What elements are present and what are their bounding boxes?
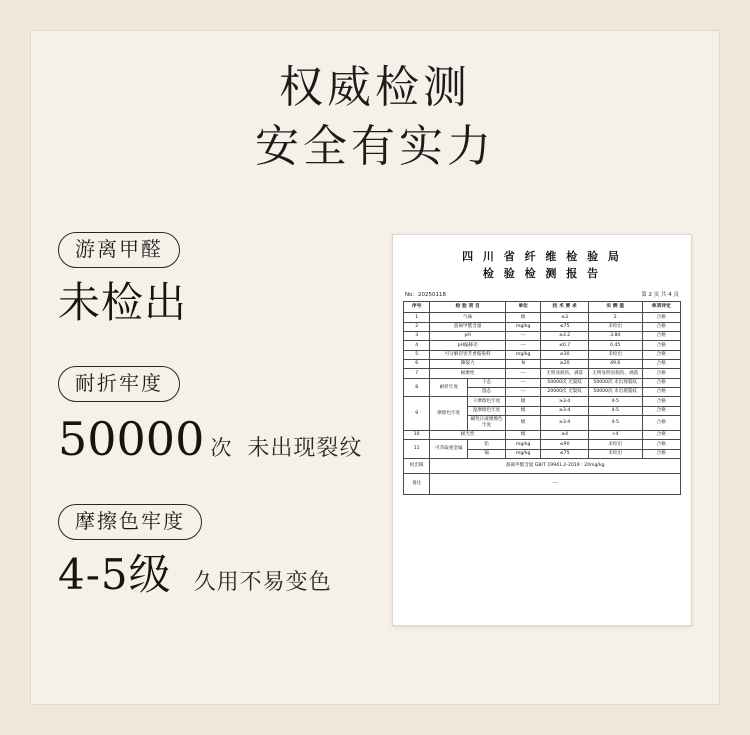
table-row <box>404 369 681 378</box>
report-table <box>403 301 681 495</box>
cell-unit: 级 <box>505 415 540 430</box>
cell-result: 50000次 未出现裂纹 <box>588 387 642 396</box>
cell-item-group: 摩擦色牢度 <box>430 397 468 431</box>
cell-unit: mg/kg <box>505 350 540 359</box>
cell-verdict: 合格 <box>642 397 681 406</box>
cell-item: 铅 <box>468 440 506 449</box>
feature-value: 未检出 <box>58 278 188 327</box>
cell-verdict: 合格 <box>642 440 681 449</box>
column-header-no: 序号 <box>404 302 430 313</box>
table-row <box>404 431 681 440</box>
cell-unit: 级 <box>505 431 540 440</box>
cell-item: 干摩擦色牢度 <box>468 397 506 406</box>
table-body <box>404 313 681 495</box>
cell-verdict: 合格 <box>642 415 681 430</box>
feature-note: 未出现裂纹 <box>247 436 363 461</box>
cell-verdict: 合格 <box>642 322 681 331</box>
feature-value: 50000 <box>58 412 205 466</box>
feature-note: 久用不易变色 <box>193 570 332 595</box>
cell-no: 6 <box>404 360 430 369</box>
feature-list <box>58 232 388 638</box>
cell-remark-label: 备注 <box>404 473 430 495</box>
cell-item-group: 耐折牢度 <box>430 378 468 397</box>
column-header-result: 实 测 值 <box>588 302 642 313</box>
report-title-line-1: 四 川 省 纤 维 检 验 局 <box>462 250 622 263</box>
cell-verdict: 合格 <box>642 387 681 396</box>
cell-unit: --- <box>505 378 540 387</box>
feature-value: 4-5级 <box>58 550 172 599</box>
cell-unit: 级 <box>505 406 540 415</box>
cell-requirement: 无明显损伤、剥落 <box>541 369 589 378</box>
cell-unit: mg/kg <box>505 440 540 449</box>
table-row <box>404 350 681 359</box>
cell-item: 游离甲醛含量 <box>430 322 506 331</box>
cell-result: 50000次 未出现裂纹 <box>588 378 642 387</box>
cell-no: 3 <box>404 332 430 341</box>
cell-result: 2 <box>588 313 642 322</box>
table-row <box>404 341 681 350</box>
cell-requirement: ≥20 <box>541 360 589 369</box>
cell-no: 10 <box>404 431 430 440</box>
cell-unit: --- <box>505 341 540 350</box>
cell-requirement: ≥3.2 <box>541 332 589 341</box>
feature-pill-label: 摩擦色牢度 <box>58 504 202 540</box>
page-title <box>0 58 750 177</box>
cell-requirement: ≤90 <box>541 440 589 449</box>
cell-item: pH <box>430 332 506 341</box>
cell-no: 1 <box>404 313 430 322</box>
feature-item-formaldehyde <box>58 232 388 327</box>
cell-unit: 级 <box>505 397 540 406</box>
cell-result: 4-5 <box>588 406 642 415</box>
report-title <box>403 249 681 282</box>
cell-requirement: 20000次 无裂纹 <box>541 387 589 396</box>
cell-item: 气味 <box>430 313 506 322</box>
cell-verdict: 合格 <box>642 378 681 387</box>
headline-line-2: 安全有实力 <box>255 121 495 173</box>
cell-result: 3.84 <box>588 332 642 341</box>
cell-item: 撕裂力 <box>430 360 506 369</box>
table-row <box>404 378 681 387</box>
cell-requirement: ≤75 <box>541 449 589 458</box>
cell-item-group: 可萃取重金属 <box>430 440 468 459</box>
cell-no: 7 <box>404 369 430 378</box>
table-header-row <box>404 302 681 313</box>
report-page-number: 第 2 页 共 4 页 <box>641 292 679 298</box>
cell-requirement: 50000次 无裂纹 <box>541 378 589 387</box>
cell-item: 耐磨性 <box>430 369 506 378</box>
table-row <box>404 360 681 369</box>
table-footer-detection-limit <box>404 459 681 474</box>
column-header-item: 检 验 项 目 <box>430 302 506 313</box>
cell-item: 干态 <box>468 378 506 387</box>
feature-item-rub-fastness <box>58 504 388 599</box>
cell-unit: --- <box>505 332 540 341</box>
cell-remark-text: --- <box>430 473 681 495</box>
report-title-line-2: 检 验 检 测 报 告 <box>482 266 602 280</box>
feature-pill-label: 游离甲醛 <box>58 232 180 268</box>
table-row <box>404 322 681 331</box>
cell-item: 耐光性 <box>430 431 506 440</box>
cell-no: 2 <box>404 322 430 331</box>
cell-item: 湿摩擦色牢度 <box>468 406 506 415</box>
report-meta <box>405 290 679 298</box>
cell-unit: 级 <box>505 313 540 322</box>
cell-item: 可分解有害芳香胺染料 <box>430 350 506 359</box>
cell-verdict: 合格 <box>642 406 681 415</box>
cell-requirement: ≤0.7 <box>541 341 589 350</box>
cell-result: 49.6 <box>588 360 642 369</box>
table-row <box>404 313 681 322</box>
cell-requirement: ≥3-4 <box>541 415 589 430</box>
cell-unit: N <box>505 360 540 369</box>
feature-unit: 次 <box>210 436 232 460</box>
column-header-verdict: 单项评定 <box>642 302 681 313</box>
cell-unit: --- <box>505 369 540 378</box>
cell-verdict: 合格 <box>642 449 681 458</box>
cell-item: 碱性汗液摩擦色牢度 <box>468 415 506 430</box>
cell-requirement: ≤30 <box>541 350 589 359</box>
headline-line-1: 权威检测 <box>279 62 471 113</box>
cell-no: 4 <box>404 341 430 350</box>
cell-result: 4-5 <box>588 415 642 430</box>
feature-value-row <box>58 278 388 327</box>
column-header-unit: 单位 <box>505 302 540 313</box>
cell-result: 无明显明显损伤、剥落 <box>588 369 642 378</box>
cell-requirement: ≥3-4 <box>541 397 589 406</box>
feature-item-flex-endurance <box>58 366 388 466</box>
feature-value-row <box>58 550 388 599</box>
cell-no: 11 <box>404 440 430 459</box>
cell-verdict: 合格 <box>642 350 681 359</box>
table-footer-remark <box>404 473 681 495</box>
cell-verdict: 合格 <box>642 360 681 369</box>
cell-no: 9 <box>404 397 430 431</box>
cell-verdict: 合格 <box>642 332 681 341</box>
table-row <box>404 397 681 406</box>
column-header-requirement: 技 术 要 求 <box>541 302 589 313</box>
cell-item: 镉 <box>468 449 506 458</box>
cell-unit: --- <box>505 387 540 396</box>
cell-no: 5 <box>404 350 430 359</box>
cell-verdict: 合格 <box>642 341 681 350</box>
cell-result: 0.45 <box>588 341 642 350</box>
cell-unit: mg/kg <box>505 449 540 458</box>
cell-item: pH偏移差 <box>430 341 506 350</box>
cell-result: 4-5 <box>588 397 642 406</box>
cell-unit: mg/kg <box>505 322 540 331</box>
feature-value-row <box>58 412 388 466</box>
cell-result: 未检出 <box>588 449 642 458</box>
test-report-document <box>392 234 692 626</box>
cell-requirement: ≤75 <box>541 322 589 331</box>
cell-result: 未检出 <box>588 440 642 449</box>
report-number: No：20250118 <box>405 292 446 298</box>
cell-requirement: ≤3 <box>541 313 589 322</box>
cell-result: 未检出 <box>588 322 642 331</box>
cell-no: 8 <box>404 378 430 397</box>
cell-result: >4 <box>588 431 642 440</box>
cell-verdict: 合格 <box>642 369 681 378</box>
cell-result: 未检出 <box>588 350 642 359</box>
cell-item: 湿态 <box>468 387 506 396</box>
cell-requirement: ≥4 <box>541 431 589 440</box>
cell-detection-limit-text: 游离甲醛含量 GB/T 19941.2-2019 : 20mg/kg <box>430 459 681 474</box>
cell-verdict: 合格 <box>642 313 681 322</box>
table-row <box>404 440 681 449</box>
cell-verdict: 合格 <box>642 431 681 440</box>
cell-requirement: ≥3-4 <box>541 406 589 415</box>
table-row <box>404 332 681 341</box>
feature-pill-label: 耐折牢度 <box>58 366 180 402</box>
cell-detection-limit-label: 检出限 <box>404 459 430 474</box>
